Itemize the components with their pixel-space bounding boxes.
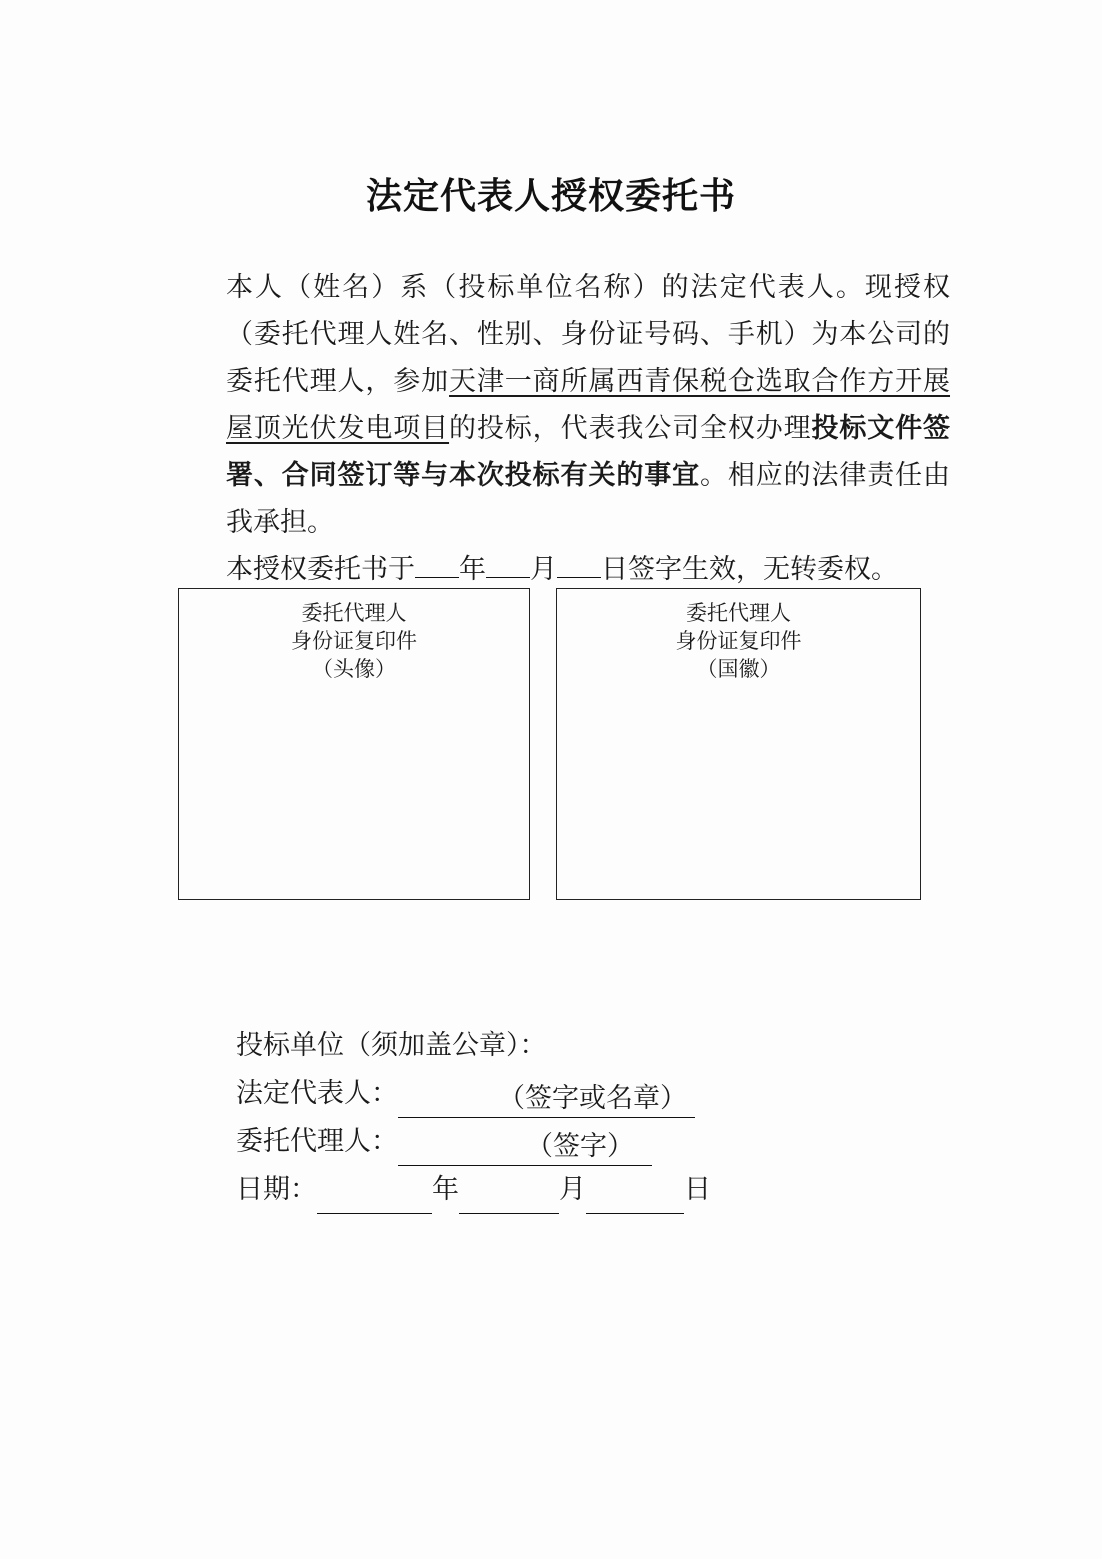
- legal-rep-label: 法定代表人：: [236, 1078, 398, 1109]
- project-name: 天津一商所属西青保税仓选取合作方开展屋顶光伏发电项目: [226, 366, 951, 444]
- signature-block: [236, 1022, 711, 1214]
- paragraph-mid: 的投标，代表我公司全权办理: [449, 413, 812, 444]
- date-day-label: 日: [684, 1174, 711, 1205]
- authorization-scope: 投标文件签署、合同签订等与本次投标有关的事宜: [226, 413, 951, 491]
- effective-prefix: 本授权委托书于: [226, 554, 415, 585]
- agent-signature-field[interactable]: （签字）: [398, 1130, 652, 1166]
- legal-rep-signature-field[interactable]: （签字或名章）: [398, 1082, 695, 1118]
- date-year-field[interactable]: [317, 1178, 432, 1214]
- id-copy-front-box: [178, 588, 530, 900]
- date-month-label: 月: [559, 1174, 586, 1205]
- id-box-label: 身份证复印件: [675, 629, 802, 653]
- legal-rep-row: [236, 1070, 711, 1118]
- id-box-label: （头像）: [312, 657, 396, 681]
- year-blank: [415, 553, 459, 578]
- agent-label: 委托代理人：: [236, 1126, 398, 1157]
- id-box-label: 委托代理人: [301, 601, 407, 625]
- authorization-paragraph: [172, 264, 950, 546]
- id-box-label: 委托代理人: [686, 601, 791, 625]
- effective-date-paragraph: [172, 546, 950, 593]
- id-box-label: 身份证复印件: [291, 629, 417, 653]
- document-title: 法定代表人授权委托书: [365, 175, 736, 217]
- agent-row: [236, 1118, 711, 1166]
- date-month-field[interactable]: [459, 1178, 559, 1214]
- date-label: 日期：: [236, 1174, 317, 1205]
- paragraph-end: 。相应的法律责任由我承担。: [226, 460, 951, 538]
- date-year-label: 年: [432, 1174, 459, 1205]
- bidder-label: 投标单位（须加盖公章）：: [236, 1030, 547, 1061]
- month-blank: [486, 553, 530, 578]
- id-box-label: （国徽）: [696, 657, 781, 681]
- effective-month: 月: [530, 554, 557, 585]
- effective-year: 年: [459, 554, 486, 585]
- bidder-row: [236, 1022, 711, 1070]
- authorization-body: [172, 264, 950, 593]
- paragraph-intro: 本人（姓名）系（投标单位名称）的法定代表人。现授权（委托代理人姓名、性别、身份证号码、手机）为本公司的委托代理人，参加: [226, 272, 950, 397]
- id-copy-back-box: [556, 588, 921, 900]
- date-day-field[interactable]: [586, 1178, 684, 1214]
- day-blank: [557, 553, 601, 578]
- effective-suffix: 日签字生效，无转委权。: [601, 554, 898, 585]
- date-row: [236, 1166, 711, 1214]
